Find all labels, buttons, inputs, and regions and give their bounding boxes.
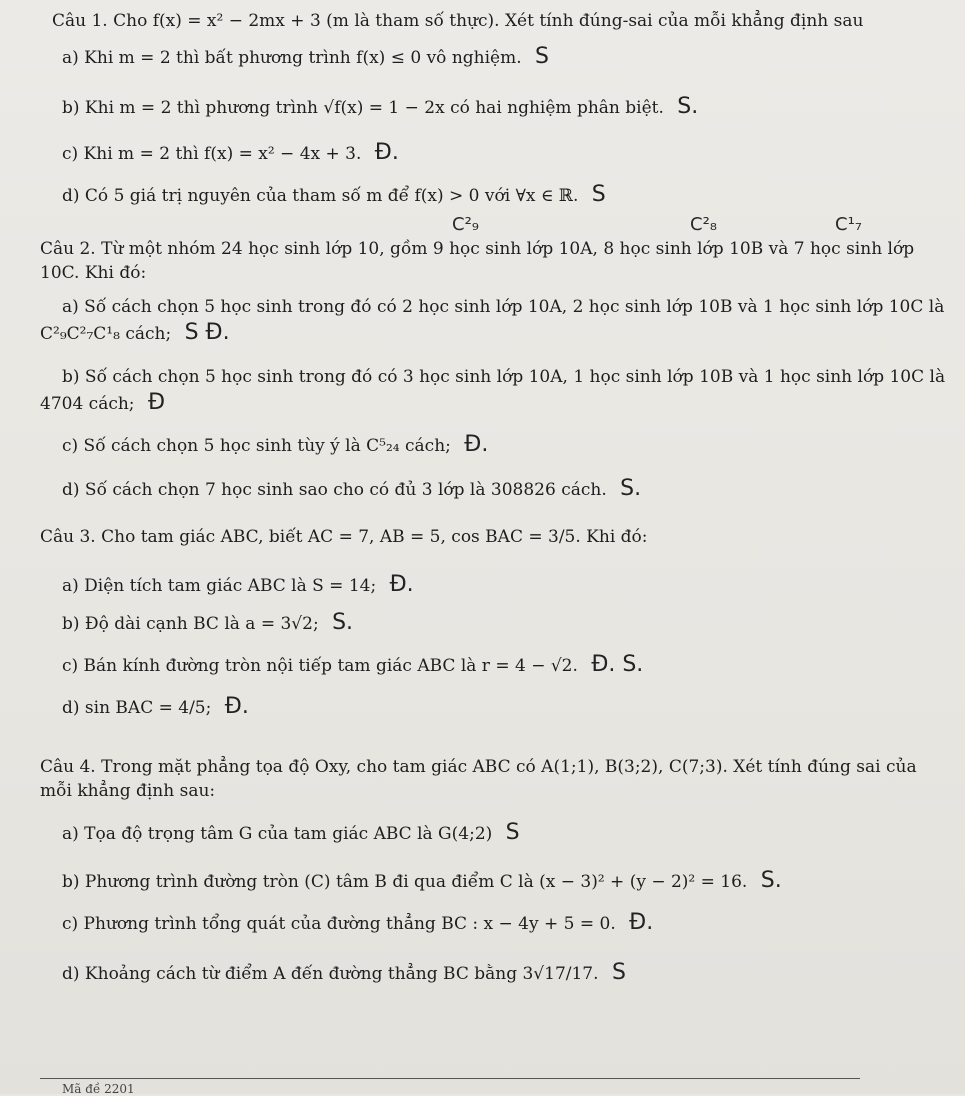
q2-title [40,238,914,260]
q4-c-mark: Đ. [629,910,654,935]
q4-b-text: b) Phương trình đường tròn (C) tâm B đi qua điểm C là (x − 3)² + (y − 2)² = 16. [62,872,748,892]
q1-d-text: d) Có 5 giá trị nguyên của tham số m để f(x) > 0 với ∀x ∈ ℝ. [62,186,579,206]
q3-d [62,696,249,719]
q1-d [62,184,606,207]
q2-d-text: d) Số cách chọn 7 học sinh sao cho có đủ 3 lớp là 308826 cách. [62,480,607,500]
q1-a [62,46,549,69]
q3-b [62,612,353,635]
q2-c [62,434,488,457]
q3-c [62,654,643,677]
q3-title [40,526,648,548]
q4-d [62,962,626,985]
q2-a2-text: C²₉C²₇C¹₈ cách; [40,324,172,344]
q2-b-line1 [62,366,945,388]
q4-d-text: d) Khoảng cách từ điểm A đến đường thẳng BC bằng 3√17/17. [62,964,599,984]
q4-b [62,870,782,893]
q3-d-mark: Đ. [224,694,249,719]
q2-b2-text: 4704 cách; [40,394,135,414]
exam-code: Mã đề 2201 [62,1082,135,1096]
q3-a-text: a) Diện tích tam giác ABC là S = 14; [62,576,377,596]
q1-title [52,10,863,32]
q4-b-mark: S. [760,868,782,893]
q3-b-mark: S. [332,610,354,635]
note-c8: C²₈ [690,214,717,235]
q1-b [62,96,698,119]
q4-a [62,822,520,845]
q2-a-mark: S Đ. [184,320,230,345]
note-c9: C²₉ [452,214,479,235]
q1-a-text: a) Khi m = 2 thì bất phương trình f(x) ≤ 0 vô nghiệm. [62,48,522,68]
q2-title-cont [40,262,146,284]
q3-a-mark: Đ. [389,572,414,597]
q1-c-text: c) Khi m = 2 thì f(x) = x² − 4x + 3. [62,144,362,164]
q2-d [62,478,641,501]
q3-title-text: Câu 3. Cho tam giác ABC, biết AC = 7, AB = 5, cos BAC = 3/5. Khi đó: [40,527,648,547]
q4-title-text: Câu 4. Trong mặt phẳng tọa độ Oxy, cho tam giác ABC có A(1;1), B(3;2), C(7;3). Xét tính đúng sai của [40,757,917,777]
q2-b-line2 [40,392,165,415]
q2-c-text: c) Số cách chọn 5 học sinh tùy ý là C⁵₂₄ cách; [62,436,451,456]
note-c7: C¹₇ [835,214,862,235]
q3-d-text: d) sin BAC = 4/5; [62,698,212,718]
q4-a-mark: S [505,820,520,845]
q3-b-text: b) Độ dài cạnh BC là a = 3√2; [62,614,319,634]
q1-d-mark: S [591,182,606,207]
q2-a-line2 [40,322,230,345]
q4-title-cont [40,780,215,802]
q3-c-text: c) Bán kính đường tròn nội tiếp tam giác ABC là r = 4 − √2. [62,656,578,676]
q4-c [62,912,653,935]
q2-a-line1 [62,296,944,318]
q2-d-mark: S. [620,476,642,501]
footer-divider [40,1078,860,1079]
q4-d-mark: S [611,960,626,985]
q1-c [62,142,399,165]
q1-b-mark: S. [677,94,699,119]
q2-c-mark: Đ. [464,432,489,457]
q3-a [62,574,414,597]
q1-b-text: b) Khi m = 2 thì phương trình √f(x) = 1 − 2x có hai nghiệm phân biệt. [62,98,664,118]
q4-c-text: c) Phương trình tổng quát của đường thẳng BC : x − 4y + 5 = 0. [62,914,616,934]
q3-c-mark: Đ. S. [591,652,644,677]
q2-a1-text: a) Số cách chọn 5 học sinh trong đó có 2 học sinh lớp 10A, 2 học sinh lớp 10B và 1 học sinh lớp 10C là [62,297,945,317]
q2-b-mark: Đ [147,390,165,415]
q2-title-text: Câu 2. Từ một nhóm 24 học sinh lớp 10, gồm 9 học sinh lớp 10A, 8 học sinh lớp 10B và 7 học sinh lớp [40,239,915,259]
q1-c-mark: Đ. [374,140,399,165]
q4-title2-text: mỗi khẳng định sau: [40,781,216,801]
q2-title2-text: 10C. Khi đó: [40,263,147,283]
q2-b1-text: b) Số cách chọn 5 học sinh trong đó có 3 học sinh lớp 10A, 1 học sinh lớp 10B và 1 học sinh lớp 10C là [62,367,946,387]
q4-title [40,756,917,778]
q4-a-text: a) Tọa độ trọng tâm G của tam giác ABC là G(4;2) [62,824,493,844]
q1-a-mark: S [535,44,549,69]
q1-title-text: Câu 1. Cho f(x) = x² − 2mx + 3 (m là tham số thực). Xét tính đúng-sai của mỗi khẳng định sau [52,11,864,31]
